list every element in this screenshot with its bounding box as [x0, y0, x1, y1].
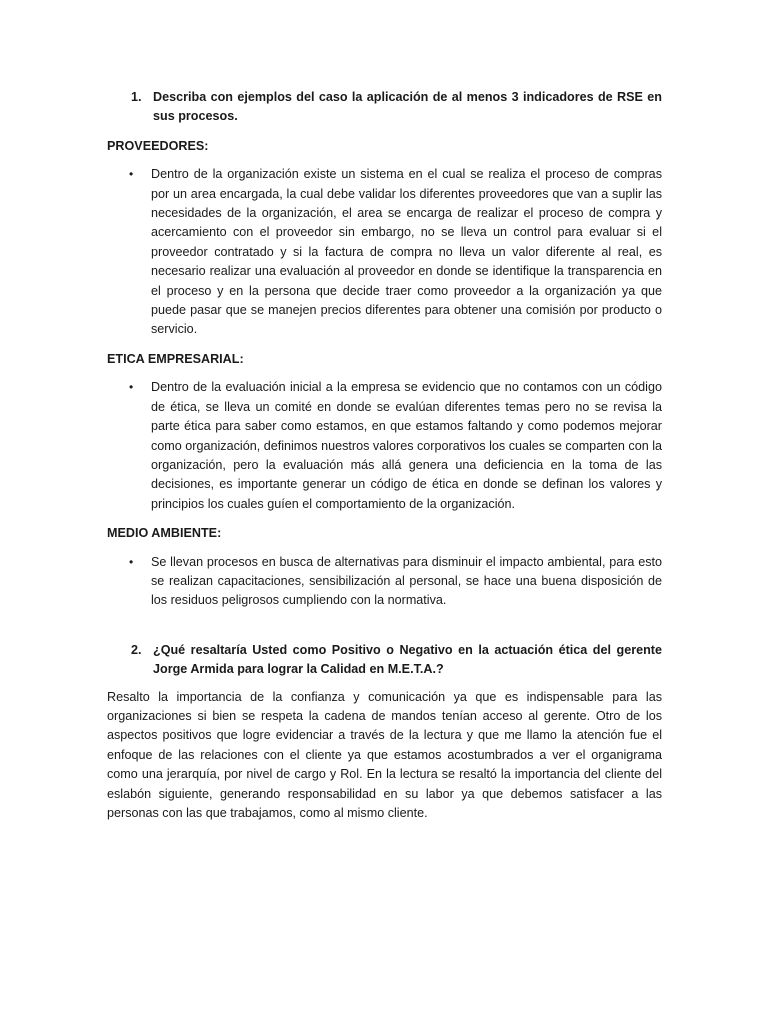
section-heading-etica-empresarial: ETICA EMPRESARIAL: — [107, 351, 244, 366]
bullet-icon: • — [129, 167, 134, 182]
question-2-text: ¿Qué resaltaría Usted como Positivo o Negativo en la actuación ética del gerente Jorge Armida para lograr la Calidad en M.E.T.A.? — [153, 642, 662, 677]
bullet-item-medio-ambiente — [107, 553, 662, 611]
section-heading-medio-ambiente: MEDIO AMBIENTE: — [107, 526, 222, 541]
bullet-icon: • — [129, 380, 134, 395]
section-heading-proveedores: PROVEEDORES: — [107, 138, 209, 153]
bullet-text-etica-empresarial: Dentro de la evaluación inicial a la empresa se evidencio que no contamos con un código de ética, se lleva un comité en donde se evalúan diferentes temas pero no se revisa la parte ética para saber como estamos, en que estamos faltando y como podemos mejorar como organización, definimos nuestros valores corporativos los cuales se comparten con la organización, pero la evaluación más allá genera una deficiencia en la toma de las decisiones, es importante generar un código de ética en donde se definan los valores y principios los cuales guíen el comportamiento de la organización. — [151, 380, 662, 511]
question-1-text: Describa con ejemplos del caso la aplicación de al menos 3 indicadores de RSE en sus procesos. — [153, 90, 662, 124]
question-1-number: 1. — [131, 90, 142, 104]
bullet-item-etica-empresarial — [107, 378, 662, 514]
bullet-text-medio-ambiente: Se llevan procesos en busca de alternativas para disminuir el impacto ambiental, para esto se realizan capacitaciones, sensibilización al personal, se hace una buena disposición de los residuos peligrosos cumpliendo con la normativa. — [151, 554, 662, 608]
answer-2-paragraph: Resalto la importancia de la confianza y comunicación ya que es indispensable para las organizaciones si bien se respeta la cadena de mandos tenían acceso al gerente. Otro de los aspectos positivos que logre evidenciar a través de la lectura y que me llamo la atención fue el enfoque de las relaciones con el cliente ya que estamos acostumbrados a ver el organigrama como una jerarquía, por nivel de cargo y Rol. En la lectura se resaltó la importancia del cliente del eslabón siguiente, generando responsabilidad en su labor ya que debemos satisfacer a las personas con las que trabajamos, como al mismo cliente. — [107, 689, 662, 820]
question-2-number: 2. — [131, 642, 142, 657]
bullet-icon: • — [129, 554, 134, 569]
bullet-text-proveedores: Dentro de la organización existe un sistema en el cual se realiza el proceso de compras por un area encargada, la cual debe validar los diferentes proveedores que van a suplir las necesidades de la organización, el area se encarga de realizar el proceso de compra y acercamiento con el proveedor sin embargo, no se lleva un control para evaluar si el proveedor contratado y si la factura de compra no lleva un valor diferente al real, es necesario realizar una evaluación al proveedor en donde se identifique la transparencia en el proceso y en la persona que decide traer como proveedor a la organización ya que puede pasar que se manejen precios diferentes para obtener una comisión por producto o servicio. — [151, 167, 662, 337]
question-2 — [107, 641, 662, 680]
bullet-item-proveedores — [107, 165, 662, 340]
question-1 — [107, 88, 662, 127]
